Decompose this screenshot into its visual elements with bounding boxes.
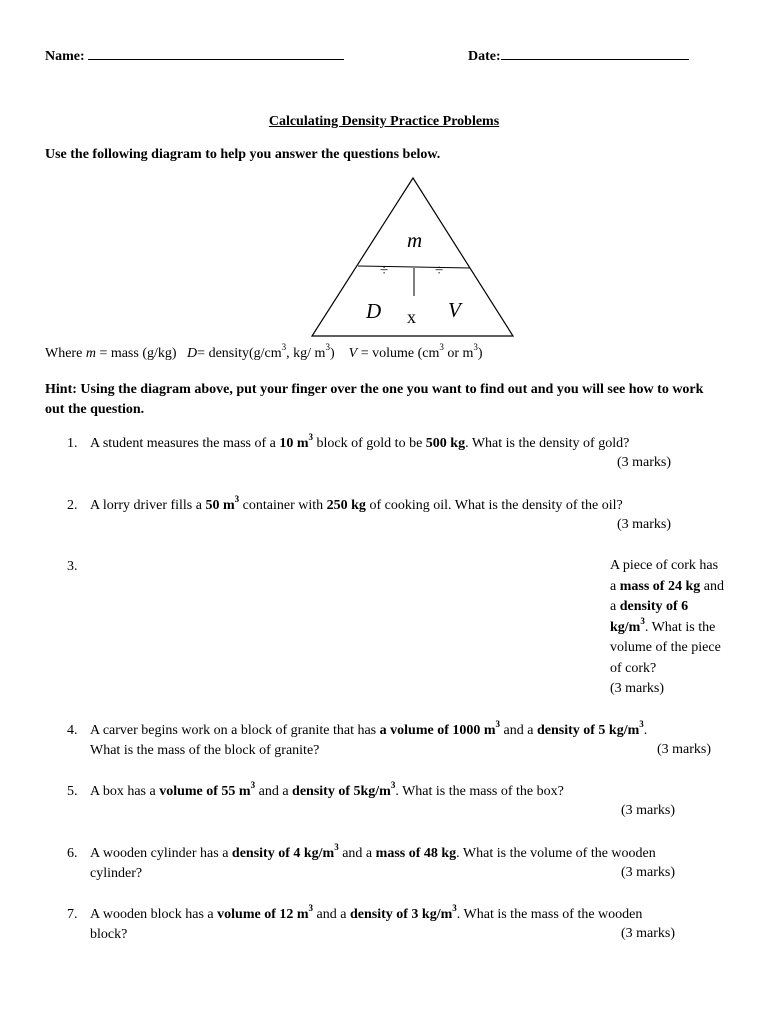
question-7-marks: (3 marks)	[621, 926, 676, 941]
question-6-marks: (3 marks)	[621, 865, 676, 880]
horizontal-divider	[358, 266, 470, 268]
times-sign: x	[407, 307, 416, 327]
page-title: Calculating Density Practice Problems	[268, 114, 500, 129]
question-1-marks: (3 marks)	[617, 455, 672, 470]
question-4-marks: (3 marks)	[657, 742, 712, 757]
name-blank[interactable]	[88, 47, 344, 60]
question-3-text: A piece of cork has a mass of 24 kg and a density of 6 $kg/m^3$. What is the volume of the piece of cork? (3 marks)	[610, 558, 724, 696]
variable-legend: Where m = mass (g/kg) $D= density(g/cm^3$, kg/ $m^3$) V = volume ($cm^3$ or $m^3$)	[45, 342, 483, 361]
question-2-marks: (3 marks)	[617, 517, 672, 532]
date-label: Date:	[468, 49, 501, 64]
hint-text: Hint: Using the diagram above, put your finger over the one you want to find out and you will see how to work out the question.	[45, 382, 704, 417]
density-triangle-diagram	[300, 172, 530, 342]
triangle-v: V	[448, 298, 461, 322]
date-field[interactable]	[468, 47, 689, 65]
divide-sign-left: ÷	[380, 263, 389, 279]
triangle-m: m	[407, 228, 423, 252]
name-field[interactable]	[45, 47, 344, 65]
triangle-d: D	[366, 299, 382, 323]
instruction-text: Use the following diagram to help you answer the questions below.	[45, 147, 441, 162]
question-3-marks: (3 marks)	[610, 681, 665, 696]
name-label: Name:	[45, 49, 85, 64]
divide-sign-right: ÷	[435, 263, 444, 279]
date-blank[interactable]	[501, 47, 689, 60]
question-5-marks: (3 marks)	[621, 803, 676, 818]
